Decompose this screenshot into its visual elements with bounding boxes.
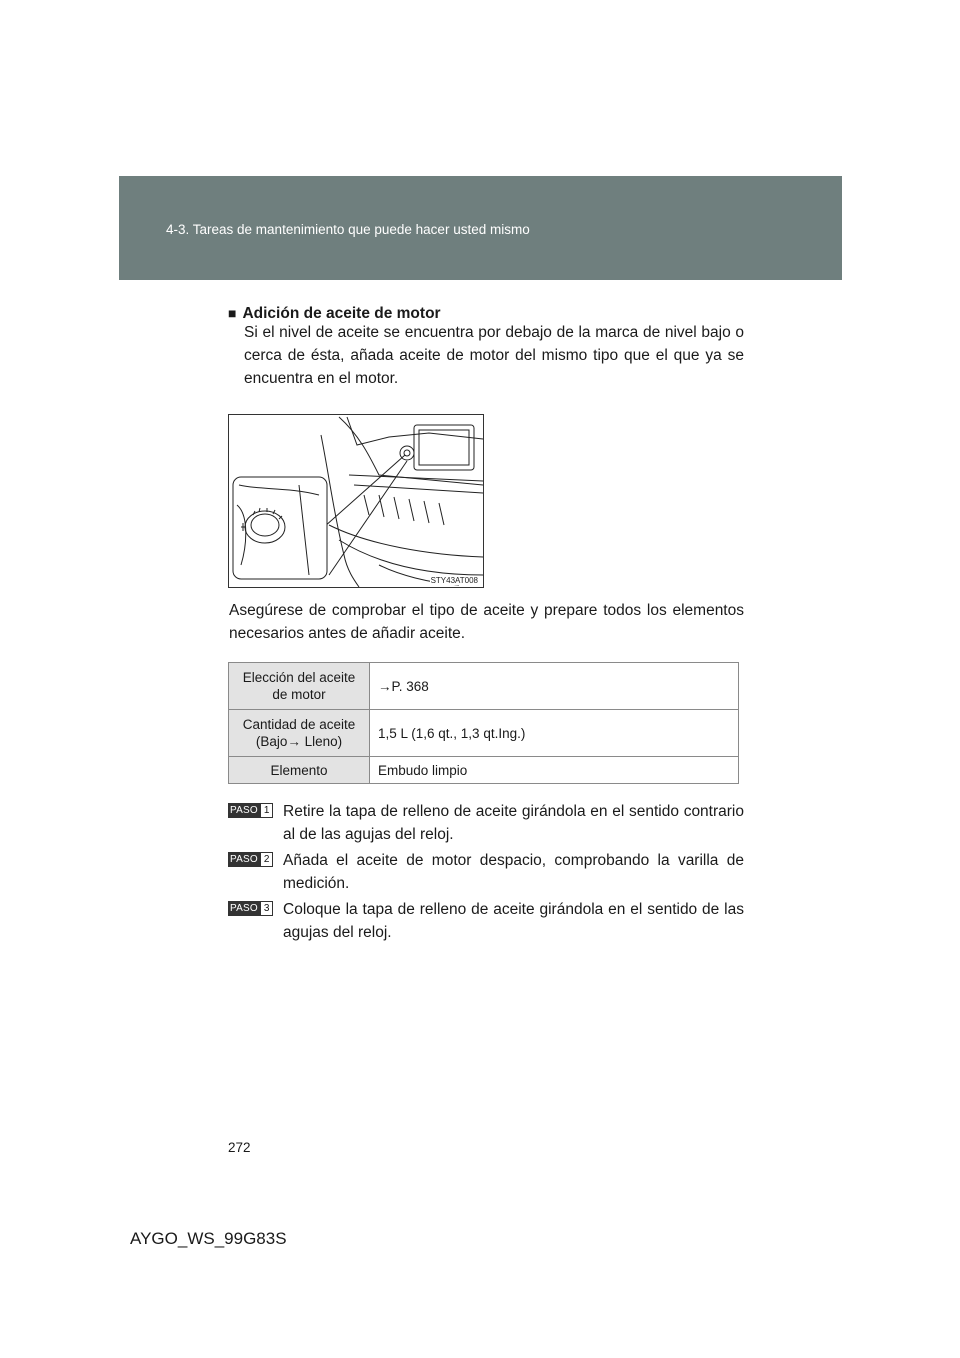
- section-heading-text: Adición de aceite de motor: [242, 305, 441, 322]
- step-text: Coloque la tapa de relleno de aceite girándola en el sentido de las agujas del reloj.: [283, 901, 744, 941]
- table-row: [229, 710, 739, 757]
- preparation-note: Asegúrese de comprobar el tipo de aceite y prepare todos los elementos necesarios antes de añadir aceite.: [229, 602, 744, 642]
- step-3: [228, 898, 744, 944]
- step-number: 1: [260, 803, 274, 818]
- table-row: [229, 663, 739, 710]
- step-label: PASO: [230, 854, 258, 865]
- step-label: PASO: [230, 805, 258, 816]
- table-item: Elemento: [229, 757, 370, 784]
- page-number: 272: [228, 1140, 251, 1155]
- step-badge: [228, 901, 273, 916]
- table-value: 1,5 L (1,6 qt., 1,3 qt.Ing.): [370, 710, 739, 757]
- step-number: 2: [260, 852, 274, 867]
- table-value: →P. 368: [370, 663, 739, 710]
- step-label: PASO: [230, 903, 258, 914]
- step-badge: [228, 852, 273, 867]
- square-bullet-icon: ■: [228, 305, 237, 321]
- step-1: [228, 800, 744, 846]
- table-value: Embudo limpio: [370, 757, 739, 784]
- engine-oil-cap-illustration: [228, 414, 484, 588]
- table-item: Elección del aceite de motor: [229, 663, 370, 710]
- oil-spec-table: [228, 662, 739, 784]
- document-code: AYGO_WS_99G83S: [130, 1229, 287, 1248]
- section-title: 4-3. Tareas de mantenimiento que puede hacer usted mismo: [166, 222, 530, 237]
- table-row: [229, 757, 739, 784]
- step-text: Añada el aceite de motor despacio, comprobando la varilla de medición.: [283, 852, 744, 892]
- step-badge: [228, 803, 273, 818]
- step-2: [228, 849, 744, 895]
- figure-code: STY43AT008: [430, 576, 478, 585]
- table-item: Cantidad de aceite (Bajo→ Lleno): [229, 710, 370, 757]
- header-band: [119, 176, 842, 280]
- step-text: Retire la tapa de relleno de aceite girándola en el sentido contrario al de las agujas del reloj.: [283, 803, 744, 843]
- intro-paragraph: Si el nivel de aceite se encuentra por debajo de la marca de nivel bajo o cerca de ésta, añada aceite de motor del mismo tipo que el que ya se encuentra en el motor.: [244, 324, 744, 387]
- step-number: 3: [260, 901, 274, 916]
- engine-bay-drawing: [229, 415, 483, 587]
